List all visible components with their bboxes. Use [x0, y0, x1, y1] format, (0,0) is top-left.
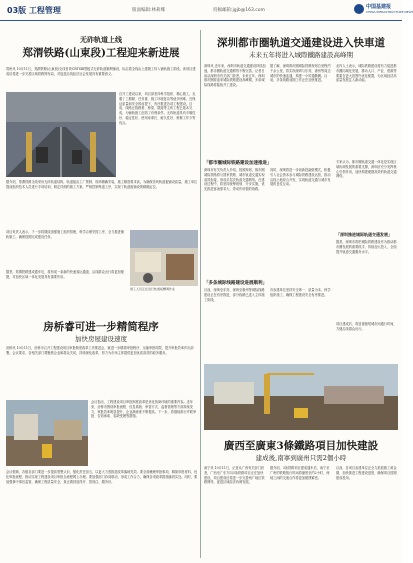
article1-body-cont: 项目负责人表示，下一步将继续加强施工组织管理，科学合理安排工序，全力推进铺轨施工，确保按期完成建设任务。: [6, 230, 124, 239]
article3-col3-top: 业内人士表示，城际铁路建设将有力促进都市圈同城化发展，推动人口、产业、资源等要素在更大范围内优化配置，为区域经济高质量发展注入新动能。: [336, 64, 397, 83]
article1-lead: 郑州讯 10月11日，郑渭铁路(山東段)全线首块CRTSⅢ型板式无砟轨道顺利铺设，标志着全线由土建施工转入铺轨施工阶段。该项目建成后将进一步完善区域铁路网布局，对促进沿线经济社会发展具有重要意义。: [6, 67, 196, 76]
article3-section-3: 「多条城际线路建设进展顺利」: [204, 281, 267, 286]
article3-col1-low: 目前，深圳至东莞、深圳至惠州等城际线路建设正在有序推进，部分线路已进入主体施工阶段。: [204, 288, 265, 302]
editor-credit: 版面编辑:林莉娜: [132, 8, 166, 13]
article2-photo-site: [6, 400, 88, 466]
page-number-and-section: 03版 工程管理: [7, 6, 61, 15]
article1-kicker: 无砟轨道上线: [80, 35, 122, 44]
column-divider: [200, 30, 201, 558]
article2-body: 会议强调，各级各部门要进一步提高思想认识，强化责任担当，以更大力度推进改革落地见效。要全面梳理审批事项，精简申报材料，优化审批流程，推动实现工程建设项目审批全流程网上办理。要加强部门协同联动，形成工作合力，确保各项改革措施落到实处。同时，要加强事中事后监管，确保工程质量安全，真正做到放得开、管得住、服务好。: [6, 470, 198, 484]
article2-headline: 房桥睿可进一步精简程序: [43, 321, 159, 333]
article3-col3-mid: 专家认为，都市圈轨道交通一体化是实现区域协调发展的重要支撑，深圳应充分发挥核心引领作用，加快构建便捷高效的轨道交通网络。: [336, 160, 397, 179]
contact-line: 投稿邮箱:jgjb@163.com: [213, 8, 265, 13]
article3-col2-top: 据了解，深圳都市圈城际铁路规划总里程约千余公里，将实现深圳与东莞、惠州等周边城市的快速连通，构建一小时通勤圈。目前，多条线路前期工作正在加快推进。: [270, 64, 331, 83]
logo-title: 中国基建报: [366, 4, 392, 10]
article3-col3-lower: 据悉，深圳市将把城际铁路建设作为推动都市圈发展的重要抓手，持续加大投入，全面提升轨道交通服务水平。: [336, 240, 397, 254]
newspaper-logo: [354, 3, 413, 17]
article1-headline: 郑渭铁路(山東段)工程迎来新进展: [22, 47, 180, 59]
article1-photo-caption: 施工人员正在进行轨道板精调作业: [130, 287, 176, 291]
article3-col2-mid: 同时，深圳将进一步创新投融资模式，积极引入社会资本参与城际铁路建设运营，推动沿线土地综合开发，实现轨道交通与城市发展的良性互动。: [270, 168, 331, 187]
article2-subheadline: 加快房屋建设速度: [75, 335, 127, 343]
article3-subheadline: 未来五年将进入城際鐵路建設高峰期: [249, 51, 353, 59]
article1-ending: 据悉，郑渭铁路建成通车后，将形成一条新的快速客运通道，沿线群众出行将更加便捷，对加快区域一体化发展具有重要作用。: [6, 270, 124, 279]
article1-column-right: 自开工建设以来，项目部坚持科学组织、精心施工，克服了工期紧、任务重、施工环境复杂等诸多困难，在保证质量和安全的前提下，有序推进各项工程建设。目前，线路正线路基、桥梁、隧道等主体工程已基本完成，为铺轨施工创造了有利条件。无砟轨道具有平顺性好、稳定性好、使用寿命长、耐久性好、维修工作少等优点。: [119, 92, 196, 125]
article3-section-2: 「深圳推进城际轨道交通发展」: [336, 232, 392, 237]
article3-col2-low: 各参建单位坚持安全第一、质量为本，科学组织施工，确保工程建设安全有序推进。: [270, 288, 331, 297]
article4-col3: 目前，各项目参建单位正全力抢抓施工黄金期，加快推进工程建设进度，确保项目按期建成投用。: [336, 466, 397, 480]
article3-section-1: 「都市圈城际铁路建设加速推进」: [204, 161, 272, 166]
article1-photo-interior: [130, 230, 198, 286]
article3-headline: 深圳都市圈轨道交通建设进入快車道: [217, 37, 385, 49]
logo-subtitle: CHINA INFRASTRUCTURE NEWS: [366, 10, 413, 14]
article4-subheadline: 建成後,南寧到廣州只需2個小時: [255, 454, 347, 462]
article3-col1-top: 深圳讯 近年来，深圳市轨道交通建设持续加速，都市圈轨道交通网络不断完善。记者日前从深圳市有关部门获悉，未来五年，深圳都市圈将迎来城际铁路建设高峰期，多条城际线路将陆续开工建设。: [204, 64, 266, 88]
article1-photo-station: [6, 92, 116, 177]
article2-column-right: 会议指出，工程建设项目审批制度改革是优化营商环境的重要内容。近年来，房桥市围绕审批流程、信息系统、审管方式、监督管理等方面持续发力，审批效率明显提升，企业满意度不断提高。下一步，将继续推行并联审批、告知承诺、容缺受理等措施。: [91, 400, 197, 419]
article3-col3-end: 项目建成后，将显著缩短城市间通行时间，方便沿线群众出行。: [336, 322, 397, 331]
article3-photo-site: [204, 364, 398, 430]
page-header: [0, 0, 413, 21]
article4-col2: 据介绍，3条铁路项目建成通车后，南宁至广州的铁路旅行时间将缩短至约2小时，两地之间的交流合作将更加便捷紧密。: [270, 466, 330, 480]
article2-lead: 房桥讯 10月11日，房桥市召开工程建设项目审批制度改革工作推进会，就进一步精简审批程序、压缩审批时限、提升审批效率作出部署。会议要求，各相关部门要聚焦企业和群众关切，持续深化改革，努力为市场主体提供更加优质高效的政务服务。: [6, 346, 194, 355]
article4-headline: 廣西至廣東3條鐵路項目加快建設: [223, 440, 379, 452]
article4-col1: 南宁讯 10月11日，记者从广西有关部门获悉，广西至广东方向3条铁路项目正在加快建设，项目建成后将进一步完善两广地区铁路网络，促进区域经济协调发展。: [204, 466, 265, 485]
logo-emblem-icon: [354, 4, 364, 14]
article1-body: 据介绍，郑渭铁路全线采用无砟轨道结构，轨道板由工厂预制、现场精确安装，施工精度要求高。为确保首块轨道板铺设质量，施工单位提前组织技术人员进行专项培训，制定详细的施工方案，严格控制每道工序，实现了轨道板铺设的精确定位。: [6, 180, 198, 189]
article3-col1-mid: 深圳市有关负责人介绍，按照规划，都市圈城际铁路将与国家铁路、城市轨道交通实现高效衔接，形成多层次轨道交通网络。在建设过程中，将坚持统筹规划、分步实施，优先推进客流需求大、带动作用强的线路。: [204, 168, 265, 192]
